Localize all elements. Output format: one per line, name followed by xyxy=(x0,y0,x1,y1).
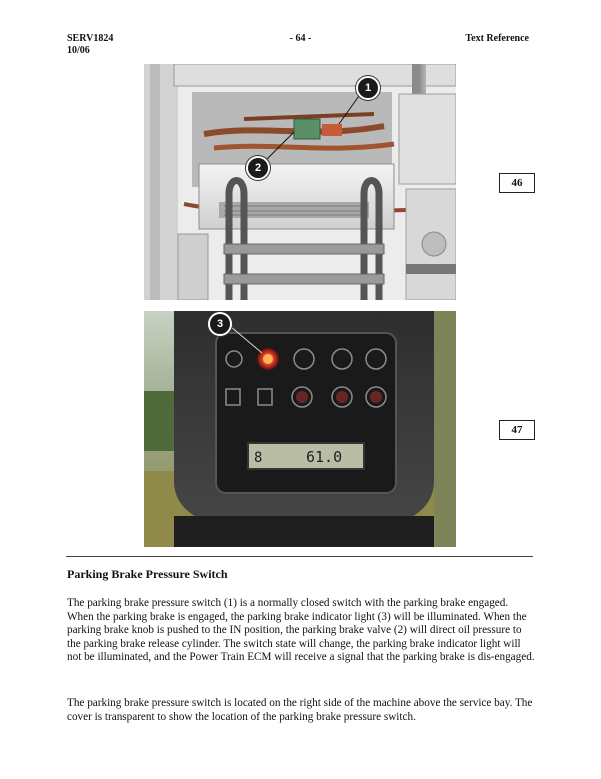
callout-3: 3 xyxy=(208,312,232,336)
figure-47-photo xyxy=(144,311,456,547)
indicator-panel-illustration xyxy=(144,311,456,547)
callout-1: 1 xyxy=(356,76,380,100)
page-number: - 64 - xyxy=(289,33,312,44)
section-title: Parking Brake Pressure Switch xyxy=(67,567,228,581)
callout-2: 2 xyxy=(246,156,270,180)
figure-46-photo xyxy=(144,64,456,300)
header-section: Text Reference xyxy=(465,33,529,44)
figure-number-47: 47 xyxy=(499,420,535,440)
lcd-left-indicator: 8 xyxy=(254,450,263,466)
paragraph-2: The parking brake pressure switch is located on the right side of the machine above the service bay. The cover is transparent to show the location of the parking brake pressure switch. xyxy=(67,697,533,723)
paragraph-1: The parking brake pressure switch (1) is a normally closed switch with the parking brake engaged. When the parking brake is engaged, the parking brake indicator light (3) will be illuminated. When the parking brake knob is pushed to the IN position, the parking brake valve (2) will direct oil pressure to the parking brake release cylinder. The switch state will change, the parking brake indicator light will not be illuminated, and the Power Train ECM will receive a signal that the parking brake is dis-engaged. xyxy=(67,597,535,664)
section-divider xyxy=(66,556,533,557)
doc-date: 10/06 xyxy=(67,45,90,56)
doc-code: SERV1824 xyxy=(67,33,114,44)
service-bay-illustration xyxy=(144,64,456,300)
lcd-value: 61.0 xyxy=(306,448,343,466)
figure-number-46: 46 xyxy=(499,173,535,193)
